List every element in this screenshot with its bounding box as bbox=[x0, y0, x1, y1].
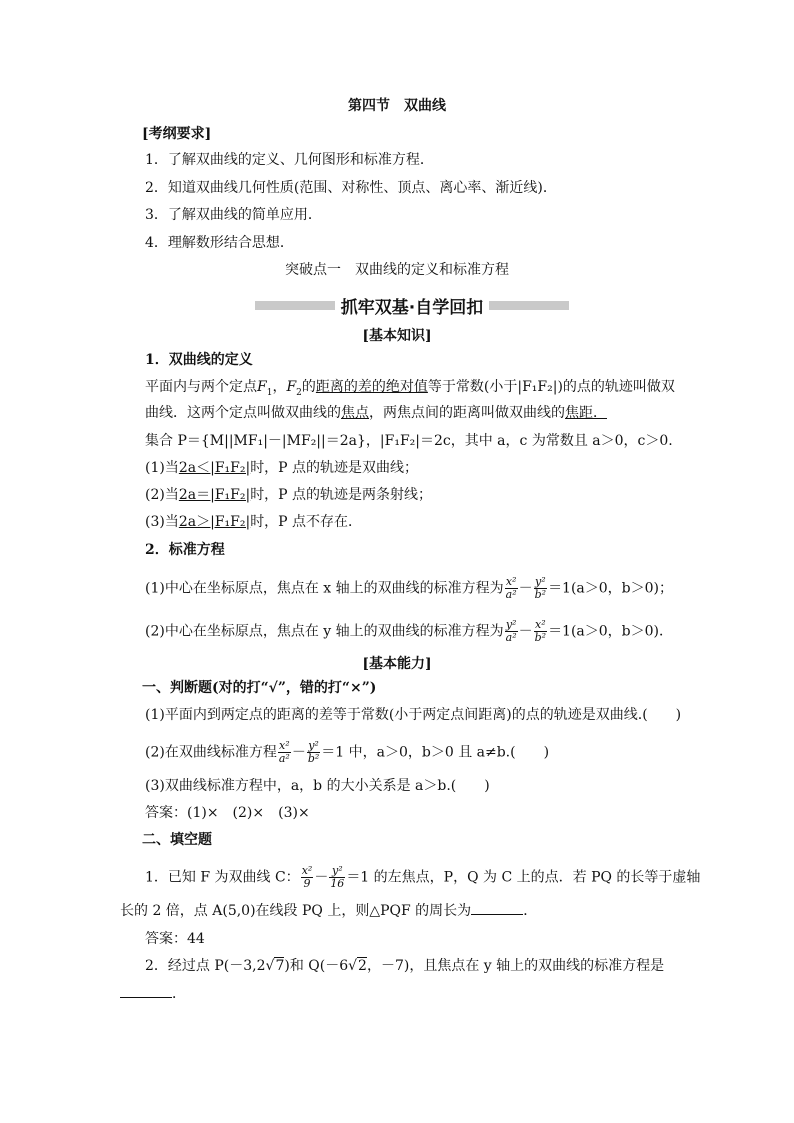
basic-ability-header: [基本能力] bbox=[362, 656, 432, 672]
question-2-line-2: ． bbox=[120, 984, 186, 1004]
section-banner bbox=[255, 292, 569, 318]
standard-equation-heading: 2．标准方程 bbox=[145, 542, 225, 558]
standard-equation-x: (1)中心在坐标原点，焦点在 x 轴上的双曲线的标准方程为 $\frac{\text{x²}}{\text{a²}}$ － $\frac{\text{y²}}{\text{b²}}$ ＝1(a＞0，b＞0)； bbox=[145, 575, 674, 601]
requirement-3: 3．了解双曲线的简单应用． bbox=[145, 207, 322, 223]
section-title: 突破点一 双曲线的定义和标准方程 bbox=[285, 262, 509, 278]
requirement-1: 1．了解双曲线的定义、几何图形和标准方程． bbox=[145, 152, 434, 168]
basic-knowledge-header: [基本知识] bbox=[362, 328, 432, 344]
requirement-4: 4．理解数形结合思想． bbox=[145, 235, 294, 251]
answer-blank[interactable] bbox=[120, 985, 172, 998]
answer-blank[interactable] bbox=[471, 902, 523, 915]
question-2-line-1: 2．经过点 P(－3,2√7)和 Q(－6√2，－7)，且焦点在 y 轴上的双曲线的标准方程是 bbox=[145, 958, 665, 974]
case-2: (2)当2a＝|F₁F₂|时，P 点的轨迹是两条射线； bbox=[145, 487, 433, 503]
definition-line-2: 曲线．这两个定点叫做双曲线的焦点，两焦点间的距离叫做双曲线的焦距． bbox=[145, 405, 607, 421]
requirement-2: 2．知道双曲线几何性质(范围、对称性、顶点、离心率、渐近线)． bbox=[145, 180, 557, 196]
judgement-1: (1)平面内到两定点的距离的差等于常数(小于两定点间距离)的点的轨迹是双曲线.( ) bbox=[145, 707, 682, 723]
answer-judgement: 答案：(1)× (2)× (3)× bbox=[145, 805, 310, 821]
fill-blank-heading: 二、填空题 bbox=[142, 832, 212, 848]
judgement-3: (3)双曲线标准方程中，a，b 的大小关系是 a＞b.( ) bbox=[145, 778, 490, 794]
case-1: (1)当2a＜|F₁F₂|时，P 点的轨迹是双曲线； bbox=[145, 460, 419, 476]
banner-text: 抓牢双基·自学回扣 bbox=[335, 293, 489, 318]
question-1-line-1: 1．已知 F 为双曲线 C： $\frac{\text{x²}}{9}$ － $\frac{\text{y²}}{16}$ ＝1 的左焦点，P，Q 为 C 上的点．若 PQ 的长等于虚轴 bbox=[145, 864, 701, 890]
judgement-heading: 一、判断题(对的打“√”，错的打“×”) bbox=[142, 680, 377, 696]
question-1-line-2: 长的 2 倍，点 A(5,0)在线段 PQ 上，则△PQF 的周长为 ． bbox=[120, 903, 538, 919]
answer-question-1: 答案：44 bbox=[145, 931, 205, 947]
case-3: (3)当2a＞|F₁F₂|时，P 点不存在． bbox=[145, 514, 363, 530]
judgement-2: (2)在双曲线标准方程 $\frac{\text{x²}}{\text{a²}}$ － $\frac{\text{y²}}{\text{b²}}$ ＝1 中，a＞0，b＞0 且 a≠b.( ) bbox=[145, 739, 550, 765]
standard-equation-y: (2)中心在坐标原点，焦点在 y 轴上的双曲线的标准方程为 $\frac{\text{y²}}{\text{a²}}$ － $\frac{\text{x²}}{\text{b²}}$ ＝1(a＞0，b＞0)． bbox=[145, 618, 674, 644]
definition-heading: 1．双曲线的定义 bbox=[145, 352, 253, 368]
definition-line-1: 平面内与两个定点$F_1$，$F_2$的距离的差的绝对值等于常数(小于|F₁F₂|)的点的轨迹叫做双 bbox=[145, 379, 675, 398]
requirements-header: [考纲要求] bbox=[142, 126, 212, 142]
page-title: 第四节 双曲线 bbox=[348, 98, 446, 114]
set-definition: 集合 P＝{M||MF₁|－|MF₂||＝2a}，|F₁F₂|＝2c，其中 a，c 为常数且 a＞0，c＞0. bbox=[145, 433, 673, 449]
